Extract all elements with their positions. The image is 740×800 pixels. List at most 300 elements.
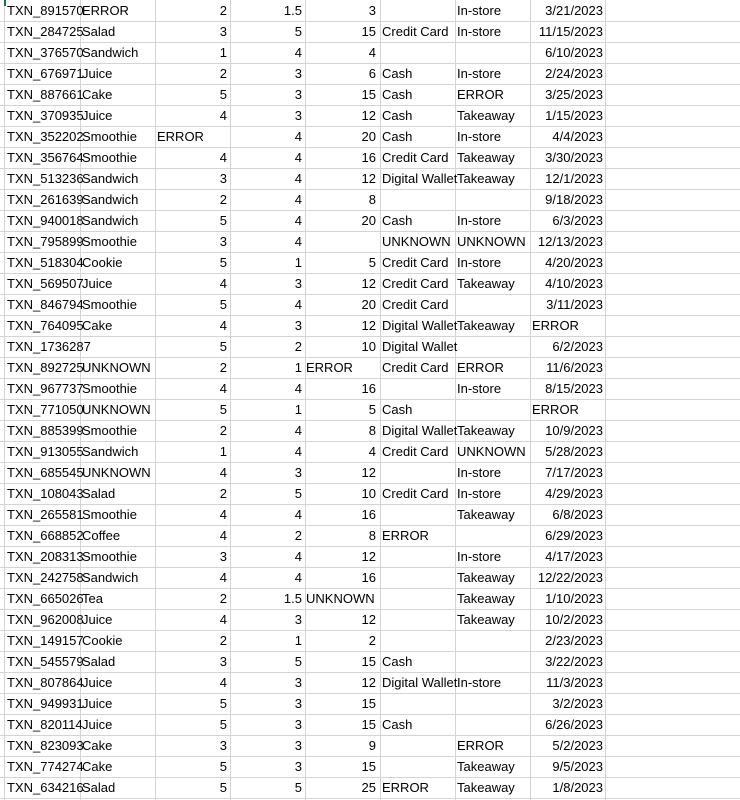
cell-transaction-date[interactable]: 8/15/2023 [545,381,603,396]
cell-transaction-date[interactable]: 12/13/2023 [537,234,603,249]
cell-location[interactable]: Takeaway [457,591,515,606]
cell-price-per-unit[interactable]: 4 [294,423,302,438]
cell-item[interactable]: Juice [82,108,113,123]
cell-price-per-unit[interactable]: 4 [294,171,302,186]
cell-location[interactable]: Takeaway [457,612,515,627]
cell-item[interactable]: Juice [82,675,113,690]
cell-payment-method[interactable]: ERROR [382,528,429,543]
cell-item[interactable]: Sandwich [82,192,139,207]
cell-transaction-id[interactable]: TXN_807864 [7,675,84,690]
cell-quantity[interactable]: 1 [219,45,227,60]
cell-quantity[interactable]: 3 [219,549,227,564]
cell-transaction-date[interactable]: ERROR [532,402,579,417]
cell-transaction-id[interactable]: TXN_569507 [7,276,84,291]
cell-location[interactable]: In-store [457,66,502,81]
cell-transaction-date[interactable]: 9/18/2023 [545,192,603,207]
cell-price-per-unit[interactable]: 5 [294,654,302,669]
cell-quantity[interactable]: 2 [219,486,227,501]
cell-total-spent[interactable]: 12 [361,318,376,333]
cell-item[interactable]: Cake [82,318,113,333]
cell-quantity[interactable]: 4 [219,570,227,585]
table-row [0,64,740,85]
cell-location[interactable]: Takeaway [457,276,515,291]
cell-payment-method[interactable]: Credit Card [382,444,449,459]
cell-price-per-unit[interactable]: 3 [294,318,302,333]
cell-item[interactable]: Smoothie [82,297,137,312]
cell-item[interactable]: Cake [82,759,113,774]
cell-item[interactable]: Sandwich [82,45,139,60]
cell-transaction-date[interactable]: 3/11/2023 [546,297,603,312]
cell-total-spent[interactable]: 15 [361,654,376,669]
cell-item[interactable]: Juice [82,612,113,627]
cell-location[interactable]: Takeaway [457,759,515,774]
cell-item[interactable]: Sandwich [82,213,139,228]
cell-transaction-date[interactable]: 4/20/2023 [545,255,603,270]
cell-transaction-date[interactable]: 4/4/2023 [552,129,603,144]
cell-item[interactable]: UNKNOWN [82,360,151,375]
cell-transaction-date[interactable]: 5/28/2023 [545,444,603,459]
cell-total-spent[interactable]: 12 [361,549,376,564]
cell-transaction-id[interactable]: TXN_261639 [7,192,84,207]
cell-price-per-unit[interactable]: 5 [294,780,302,795]
cell-quantity[interactable]: 2 [219,66,227,81]
cell-quantity[interactable]: 2 [219,192,227,207]
cell-price-per-unit[interactable]: 3 [294,87,302,102]
cell-payment-method[interactable]: Digital Wallet [382,339,458,354]
cell-total-spent[interactable]: UNKNOWN [306,591,375,606]
cell-total-spent[interactable]: 12 [361,171,376,186]
cell-location[interactable]: ERROR [457,738,504,753]
cell-quantity[interactable]: 5 [219,339,227,354]
cell-transaction-id[interactable]: TXN_967737 [7,381,84,396]
cell-price-per-unit[interactable]: 3 [294,717,302,732]
table-row [0,421,740,442]
cell-item[interactable]: Smoothie [82,129,137,144]
cell-payment-method[interactable]: Cash [382,66,413,81]
table-row [0,85,740,106]
cell-location[interactable]: In-store [457,3,502,18]
cell-transaction-date[interactable]: 1/10/2023 [545,591,603,606]
cell-price-per-unit[interactable]: 3 [294,759,302,774]
cell-location[interactable]: Takeaway [457,318,515,333]
table-row [0,1,740,22]
cell-quantity[interactable]: 2 [219,633,227,648]
cell-item[interactable]: Smoothie [82,150,137,165]
cell-payment-method[interactable]: Credit Card [382,24,449,39]
cell-total-spent[interactable]: 10 [361,339,376,354]
cell-transaction-id[interactable]: TXN_913055 [7,444,84,459]
cell-price-per-unit[interactable]: 4 [294,570,302,585]
cell-payment-method[interactable]: Cash [382,87,413,102]
cell-transaction-date[interactable]: 3/2/2023 [552,696,603,711]
cell-item[interactable]: Smoothie [82,549,137,564]
cell-price-per-unit[interactable]: 3 [294,612,302,627]
cell-payment-method[interactable]: Digital Wallet [382,675,458,690]
cell-item[interactable]: Salad [82,780,116,795]
cell-item[interactable]: Smoothie [82,234,137,249]
cell-quantity[interactable]: 4 [219,150,227,165]
cell-location[interactable]: In-store [457,549,502,564]
cell-payment-method[interactable]: Credit Card [382,297,449,312]
cell-payment-method[interactable]: Credit Card [382,255,449,270]
cell-price-per-unit[interactable]: 1 [294,402,302,417]
cell-location[interactable]: ERROR [457,360,504,375]
cell-transaction-id[interactable]: TXN_634216 [7,780,84,795]
cell-total-spent[interactable]: 5 [368,402,376,417]
cell-transaction-date[interactable]: 4/10/2023 [545,276,603,291]
cell-item[interactable]: Tea [82,591,103,606]
cell-transaction-date[interactable]: 12/1/2023 [545,171,603,186]
cell-transaction-date[interactable]: 6/3/2023 [552,213,603,228]
cell-transaction-id[interactable]: TXN_846794 [7,297,84,312]
cell-location[interactable]: In-store [457,465,502,480]
cell-transaction-id[interactable]: TXN_668852 [7,528,84,543]
cell-quantity[interactable]: 5 [219,87,227,102]
cell-transaction-id[interactable]: TXN_774274 [7,759,84,774]
cell-transaction-id[interactable]: TXN_795899 [7,234,84,249]
table-row [0,232,740,253]
cell-price-per-unit[interactable]: 3 [294,465,302,480]
cell-transaction-id[interactable]: TXN_887661 [7,87,84,102]
cell-total-spent[interactable] [306,232,376,252]
cell-transaction-id[interactable]: TXN_891570 [7,3,84,18]
cell-transaction-id[interactable]: TXN_1736287 [7,339,91,354]
cell-transaction-date[interactable]: 6/10/2023 [545,45,603,60]
table-row [0,694,740,715]
cell-price-per-unit[interactable]: 3 [294,675,302,690]
cell-total-spent[interactable]: 6 [368,66,376,81]
cell-price-per-unit[interactable]: 1 [294,360,302,375]
cell-transaction-date[interactable]: 2/23/2023 [545,633,603,648]
cell-transaction-id[interactable]: TXN_284725 [7,24,84,39]
cell-price-per-unit[interactable]: 5 [294,486,302,501]
cell-transaction-date[interactable]: 6/2/2023 [552,339,603,354]
table-row [0,442,740,463]
cell-total-spent[interactable]: 16 [361,150,376,165]
cell-price-per-unit[interactable]: 3 [294,66,302,81]
cell-transaction-id[interactable]: TXN_823093 [7,738,84,753]
cell-transaction-date[interactable]: 10/2/2023 [545,612,603,627]
cell-total-spent[interactable]: 15 [361,696,376,711]
cell-price-per-unit[interactable]: 4 [294,549,302,564]
cell-location[interactable]: ERROR [457,87,504,102]
cell-payment-method[interactable]: UNKNOWN [382,234,451,249]
cell-transaction-date[interactable]: 11/6/2023 [546,360,603,375]
cell-quantity[interactable]: 4 [219,108,227,123]
cell-payment-method[interactable]: Cash [382,213,413,228]
cell-transaction-date[interactable]: 4/29/2023 [545,486,603,501]
cell-price-per-unit[interactable]: 5 [294,24,302,39]
cell-price-per-unit[interactable]: 4 [294,213,302,228]
cell-transaction-id[interactable]: TXN_665026 [7,591,84,606]
cell-location[interactable]: In-store [457,24,502,39]
cell-total-spent[interactable]: 8 [368,423,376,438]
cell-price-per-unit[interactable]: 4 [294,234,302,249]
table-row [0,274,740,295]
cell-total-spent[interactable]: 4 [368,444,376,459]
cell-transaction-id[interactable]: TXN_676971 [7,66,84,81]
cell-item[interactable]: Sandwich [82,570,139,585]
cell-item[interactable]: Salad [82,654,116,669]
table-row [0,169,740,190]
cell-transaction-id[interactable]: TXN_370935 [7,108,84,123]
cell-total-spent[interactable]: 15 [361,87,376,102]
cell-transaction-date[interactable]: 9/5/2023 [552,759,603,774]
cell-item[interactable]: Cookie [82,255,123,270]
cell-payment-method[interactable]: Digital Wallet [382,318,458,333]
cell-price-per-unit[interactable]: 3 [294,738,302,753]
cell-quantity[interactable]: ERROR [157,129,204,144]
cell-quantity[interactable]: 4 [219,381,227,396]
cell-transaction-date[interactable]: 3/30/2023 [545,150,603,165]
cell-transaction-date[interactable]: 6/8/2023 [552,507,603,522]
cell-transaction-id[interactable]: TXN_108043 [7,486,84,501]
cell-total-spent[interactable]: 15 [361,759,376,774]
cell-quantity[interactable]: 5 [219,297,227,312]
cell-location[interactable]: Takeaway [457,150,515,165]
cell-quantity[interactable]: 4 [219,507,227,522]
cell-total-spent[interactable]: 25 [361,780,376,795]
cell-total-spent[interactable]: 15 [361,24,376,39]
cell-item[interactable]: Salad [82,486,116,501]
cell-total-spent[interactable]: ERROR [306,360,353,375]
cell-total-spent[interactable]: 12 [361,276,376,291]
cell-quantity[interactable]: 2 [219,591,227,606]
table-row [0,778,740,799]
cell-quantity[interactable]: 2 [219,423,227,438]
cell-quantity[interactable]: 5 [219,213,227,228]
cell-item[interactable]: Smoothie [82,381,137,396]
cell-transaction-date[interactable]: 12/22/2023 [537,570,603,585]
cell-payment-method[interactable]: Digital Wallet [382,171,458,186]
cell-price-per-unit[interactable]: 4 [294,45,302,60]
cell-quantity[interactable]: 4 [219,276,227,291]
cell-total-spent[interactable]: 10 [361,486,376,501]
cell-transaction-id[interactable]: TXN_376570 [7,45,84,60]
cell-transaction-id[interactable]: TXN_545579 [7,654,84,669]
cell-transaction-date[interactable]: 2/24/2023 [545,66,603,81]
cell-total-spent[interactable]: 8 [368,192,376,207]
cell-transaction-date[interactable]: 3/25/2023 [545,87,603,102]
cell-quantity[interactable]: 4 [219,528,227,543]
cell-transaction-id[interactable]: TXN_265581 [7,507,84,522]
cell-total-spent[interactable]: 12 [361,675,376,690]
table-row [0,295,740,316]
cell-quantity[interactable]: 3 [219,654,227,669]
cell-transaction-date[interactable]: ERROR [532,318,579,333]
cell-quantity[interactable]: 5 [219,717,227,732]
cell-transaction-id[interactable]: TXN_771050 [7,402,84,417]
cell-payment-method[interactable]: Cash [382,129,413,144]
cell-location[interactable]: UNKNOWN [457,234,526,249]
table-row [0,190,740,211]
cell-item[interactable]: Smoothie [82,507,137,522]
cell-quantity[interactable]: 3 [219,738,227,753]
cell-quantity[interactable]: 5 [219,255,227,270]
cell-transaction-date[interactable]: 4/17/2023 [545,549,603,564]
cell-payment-method[interactable]: Cash [382,654,413,669]
cell-location[interactable]: UNKNOWN [457,444,526,459]
cell-transaction-id[interactable]: TXN_820114 [7,717,83,732]
cell-item[interactable]: Sandwich [82,171,139,186]
cell-price-per-unit[interactable]: 1.5 [283,3,302,18]
cell-quantity[interactable]: 3 [219,171,227,186]
cell-transaction-date[interactable]: 1/15/2023 [545,108,603,123]
cell-item[interactable]: ERROR [82,3,129,18]
cell-location[interactable]: Takeaway [457,570,515,585]
cell-price-per-unit[interactable]: 1 [294,633,302,648]
cell-quantity[interactable]: 2 [219,3,227,18]
cell-transaction-id[interactable]: TXN_149157 [7,633,84,648]
cell-total-spent[interactable]: 12 [361,108,376,123]
cell-location[interactable]: In-store [457,675,502,690]
cell-location[interactable]: Takeaway [457,171,515,186]
cell-price-per-unit[interactable]: 4 [294,507,302,522]
cell-transaction-id[interactable]: TXN_962008 [7,612,84,627]
cell-location[interactable]: Takeaway [457,108,515,123]
cell-item[interactable]: Cake [82,738,113,753]
cell-transaction-date[interactable]: 3/21/2023 [545,3,603,18]
table-row [0,610,740,631]
cell-total-spent[interactable]: 12 [361,612,376,627]
cell-location[interactable]: In-store [457,129,502,144]
cell-transaction-id[interactable]: TXN_518304 [7,255,84,270]
cell-total-spent[interactable]: 20 [361,129,376,144]
table-row [0,757,740,778]
cell-total-spent[interactable]: 20 [361,297,376,312]
cell-total-spent[interactable]: 2 [368,633,376,648]
cell-total-spent[interactable]: 4 [368,45,376,60]
table-row [0,736,740,757]
cell-quantity[interactable]: 4 [219,612,227,627]
cell-transaction-date[interactable]: 11/3/2023 [546,675,603,690]
cell-item[interactable]: Cake [82,87,113,102]
cell-price-per-unit[interactable]: 3 [294,108,302,123]
cell-payment-method[interactable]: Digital Wallet [382,423,458,438]
cell-payment-method[interactable]: Credit Card [382,150,449,165]
cell-price-per-unit[interactable]: 3 [294,276,302,291]
cell-transaction-date[interactable]: 7/17/2023 [545,465,603,480]
table-row [0,652,740,673]
cell-transaction-id[interactable]: TXN_356764 [7,150,84,165]
cell-total-spent[interactable]: 16 [361,570,376,585]
cell-price-per-unit[interactable]: 4 [294,192,302,207]
cell-price-per-unit[interactable]: 4 [294,444,302,459]
cell-quantity[interactable]: 5 [219,696,227,711]
cell-transaction-date[interactable]: 6/29/2023 [545,528,603,543]
cell-payment-method[interactable]: ERROR [382,780,429,795]
cell-item[interactable]: Juice [82,696,113,711]
cell-total-spent[interactable]: 3 [368,3,376,18]
cell-item[interactable]: Coffee [82,528,121,543]
cell-quantity[interactable]: 2 [219,360,227,375]
cell-transaction-date[interactable]: 5/2/2023 [552,738,603,753]
cell-total-spent[interactable]: 9 [368,738,376,753]
cell-transaction-date[interactable]: 6/26/2023 [545,717,603,732]
cell-transaction-id[interactable]: TXN_940018 [7,213,84,228]
cell-item[interactable]: UNKNOWN [82,402,151,417]
cell-item[interactable]: Juice [82,276,113,291]
cell-item[interactable]: Juice [82,717,113,732]
cell-total-spent[interactable]: 15 [361,717,376,732]
cell-price-per-unit[interactable]: 4 [294,297,302,312]
cell-transaction-date[interactable]: 10/9/2023 [545,423,603,438]
table-row [0,211,740,232]
cell-quantity[interactable]: 4 [219,675,227,690]
cell-transaction-id[interactable]: TXN_685545 [7,465,84,480]
cell-location[interactable]: In-store [457,486,502,501]
cell-item[interactable]: UNKNOWN [82,465,151,480]
cell-transaction-id[interactable]: TXN_885399 [7,423,84,438]
cell-price-per-unit[interactable]: 2 [294,339,302,354]
cell-location[interactable]: Takeaway [457,507,515,522]
cell-quantity[interactable]: 3 [219,234,227,249]
cell-location[interactable]: Takeaway [457,423,515,438]
cell-price-per-unit[interactable]: 4 [294,129,302,144]
cell-location[interactable]: In-store [457,213,502,228]
cell-transaction-id[interactable]: TXN_513236 [7,171,84,186]
cell-price-per-unit[interactable]: 4 [294,381,302,396]
cell-quantity[interactable]: 4 [219,465,227,480]
cell-price-per-unit[interactable]: 3 [294,696,302,711]
cell-item[interactable]: Smoothie [82,423,137,438]
cell-transaction-date[interactable]: 11/15/2023 [538,24,603,39]
cell-transaction-id[interactable]: TXN_892725 [7,360,84,375]
cell-price-per-unit[interactable]: 1 [294,255,302,270]
cell-transaction-id[interactable]: TXN_208313 [7,549,84,564]
table-row [0,589,740,610]
cell-transaction-date[interactable]: 1/8/2023 [552,780,603,795]
cell-price-per-unit[interactable]: 1.5 [283,591,302,606]
cell-quantity[interactable]: 5 [219,759,227,774]
cell-payment-method[interactable]: Credit Card [382,360,449,375]
cell-quantity[interactable]: 1 [219,444,227,459]
cell-location[interactable]: In-store [457,255,502,270]
cell-item[interactable]: Cookie [82,633,123,648]
cell-quantity[interactable]: 5 [219,402,227,417]
cell-price-per-unit[interactable]: 2 [294,528,302,543]
cell-transaction-date[interactable]: 3/22/2023 [545,654,603,669]
cell-quantity[interactable]: 5 [219,780,227,795]
cell-total-spent[interactable]: 16 [361,507,376,522]
cell-payment-method[interactable]: Cash [382,717,413,732]
table-row [0,400,740,421]
cell-transaction-id[interactable]: TXN_764095 [7,318,84,333]
cell-payment-method[interactable]: Cash [382,402,413,417]
cell-transaction-id[interactable]: TXN_242758 [7,570,84,585]
table-row [0,43,740,64]
cell-location[interactable]: Takeaway [457,780,515,795]
cell-location[interactable]: In-store [457,381,502,396]
cell-quantity[interactable]: 4 [219,318,227,333]
cell-item[interactable]: Salad [82,24,116,39]
cell-quantity[interactable]: 3 [219,24,227,39]
cell-transaction-id[interactable]: TXN_352202 [7,129,84,144]
cell-total-spent[interactable]: 20 [361,213,376,228]
cell-payment-method[interactable]: Credit Card [382,276,449,291]
cell-transaction-id[interactable]: TXN_949931 [7,696,84,711]
cell-item[interactable]: Sandwich [82,444,139,459]
cell-payment-method[interactable]: Credit Card [382,486,449,501]
cell-total-spent[interactable]: 5 [368,255,376,270]
cell-total-spent[interactable]: 12 [361,465,376,480]
cell-payment-method[interactable]: Cash [382,108,413,123]
cell-total-spent[interactable]: 8 [368,528,376,543]
cell-price-per-unit[interactable]: 4 [294,150,302,165]
cell-item[interactable]: Juice [82,66,113,81]
cell-total-spent[interactable]: 16 [361,381,376,396]
table-row [0,715,740,736]
